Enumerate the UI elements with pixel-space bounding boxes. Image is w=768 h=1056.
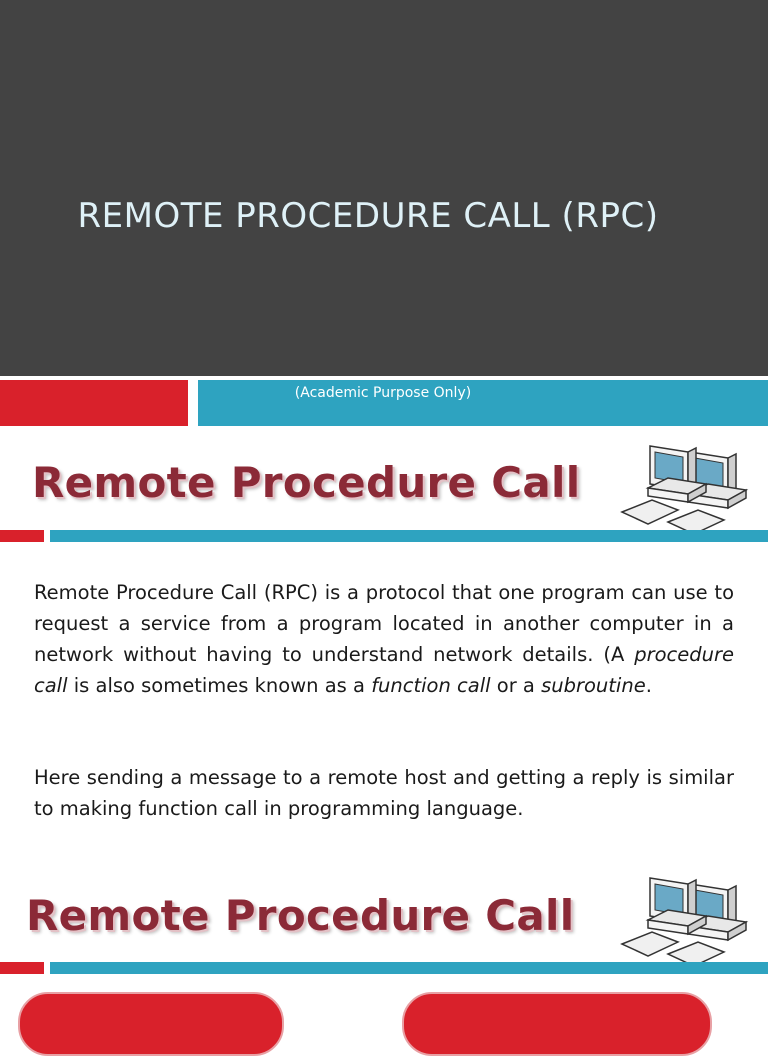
italic-term: procedure call [34, 643, 734, 697]
slide3-blue-bar [50, 962, 768, 974]
paragraph-text: or a [490, 674, 542, 697]
slide3-red-bar [0, 962, 44, 974]
slide2-heading: Remote Procedure Call [32, 458, 581, 507]
italic-term: subroutine [541, 674, 646, 697]
networked-computers-icon [620, 876, 750, 968]
title-slide-red-band [0, 380, 188, 426]
paragraph-text: Remote Procedure Call (RPC) is a protocol that one program can use to request a service from a program located in another computer in a network without having to understand network details. (A [34, 581, 734, 666]
slide2-red-bar [0, 530, 44, 542]
paragraph-text: is also sometimes known as a [67, 674, 372, 697]
title-slide-background [0, 0, 768, 376]
slide3-heading: Remote Procedure Call [26, 891, 575, 940]
networked-computers-icon [620, 444, 750, 536]
slide3-left-shape [18, 992, 284, 1056]
paragraph-text: . [645, 674, 652, 697]
title-slide-subtitle: (Academic Purpose Only) [294, 385, 472, 401]
slide2-paragraph-2: Here sending a message to a remote host and getting a reply is similar to making function call in programming language. [34, 766, 734, 820]
slide2-paragraph-1 [34, 577, 734, 701]
title-slide-heading: REMOTE PROCEDURE CALL (RPC) [77, 196, 659, 236]
slide2-blue-bar [50, 530, 768, 542]
slide3-right-shape [402, 992, 712, 1056]
italic-term: function call [371, 674, 491, 697]
